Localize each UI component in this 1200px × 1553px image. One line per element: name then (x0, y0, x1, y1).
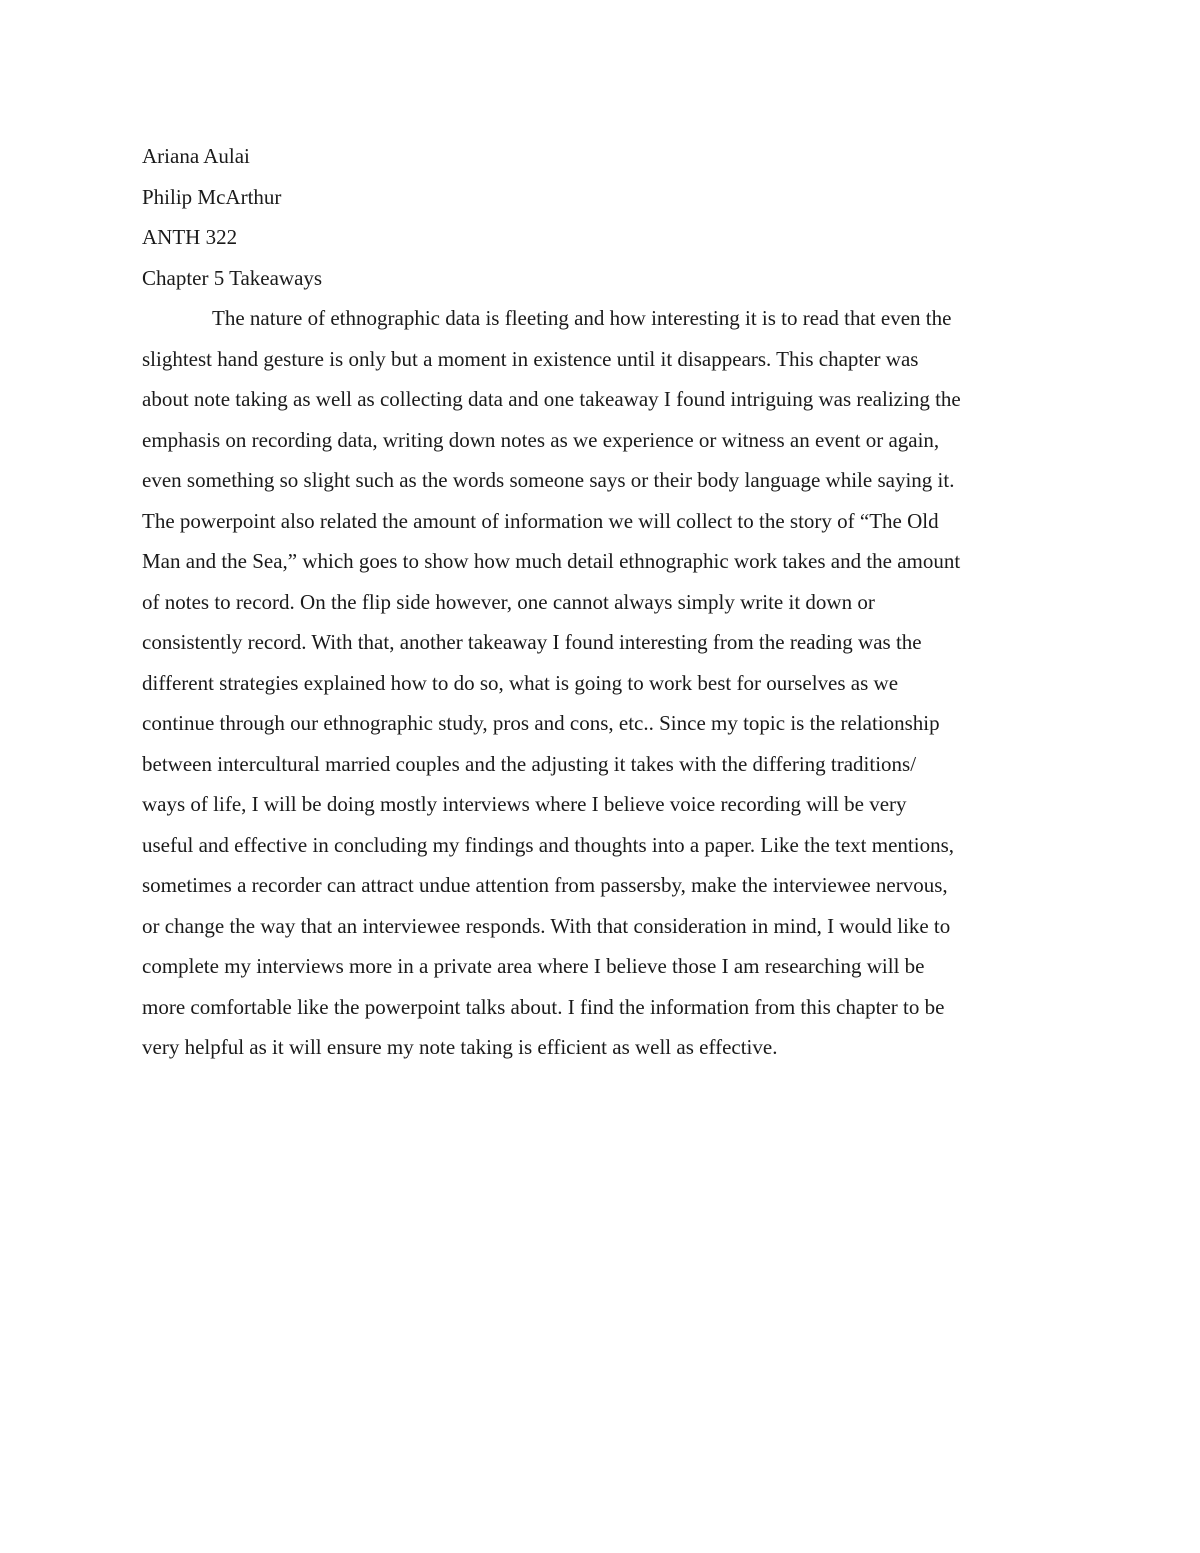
document-content (142, 136, 1062, 1068)
author-name: Ariana Aulai (142, 144, 250, 168)
paragraph-line: useful and effective in concluding my findings and thoughts into a paper. Like the text mentions, (142, 832, 955, 857)
paragraph-line: even something so slight such as the words someone says or their body language while saying it. (142, 468, 955, 492)
paragraph-line: complete my interviews more in a private area where I believe those I am researching will be (142, 954, 925, 978)
paragraph-line: about note taking as well as collecting data and one takeaway I found intriguing was realizing the (142, 387, 961, 411)
body-paragraph (142, 298, 1062, 1068)
paragraph-line: ways of life, I will be doing mostly interviews where I believe voice recording will be very (142, 792, 907, 816)
paragraph-line: or change the way that an interviewee responds. With that consideration in mind, I would like to (142, 913, 951, 938)
course-code: ANTH 322 (142, 225, 238, 249)
paragraph-line: slightest hand gesture is only but a moment in existence until it disappears. This chapter was (142, 346, 919, 371)
paragraph-line: of notes to record. On the flip side however, one cannot always simply write it down or (142, 589, 875, 614)
paragraph-line: sometimes a recorder can attract undue attention from passersby, make the interviewee nervous, (142, 873, 948, 897)
paragraph-line: Man and the Sea,” which goes to show how much detail ethnographic work takes and the amount (142, 549, 961, 573)
paragraph-line: different strategies explained how to do so, what is going to work best for ourselves as we (142, 670, 899, 695)
paragraph-line: emphasis on recording data, writing down notes as we experience or witness an event or again, (142, 427, 940, 452)
paragraph-line: between intercultural married couples and the adjusting it takes with the differing traditions/ (142, 751, 917, 776)
paragraph-line: very helpful as it will ensure my note taking is efficient as well as effective. (142, 1035, 778, 1059)
instructor-name: Philip McArthur (142, 184, 282, 209)
paragraph-line: more comfortable like the powerpoint talks about. I find the information from this chapter to be (142, 994, 945, 1019)
document-title: Chapter 5 Takeaways (142, 265, 323, 290)
paragraph-line: consistently record. With that, another takeaway I found interesting from the reading was the (142, 630, 922, 654)
paragraph-line: The powerpoint also related the amount of information we will collect to the story of “The Old (142, 508, 939, 533)
paragraph-line: The nature of ethnographic data is fleeting and how interesting it is to read that even the (212, 306, 952, 330)
paragraph-line: continue through our ethnographic study, pros and cons, etc.. Since my topic is the relationship (142, 711, 940, 735)
